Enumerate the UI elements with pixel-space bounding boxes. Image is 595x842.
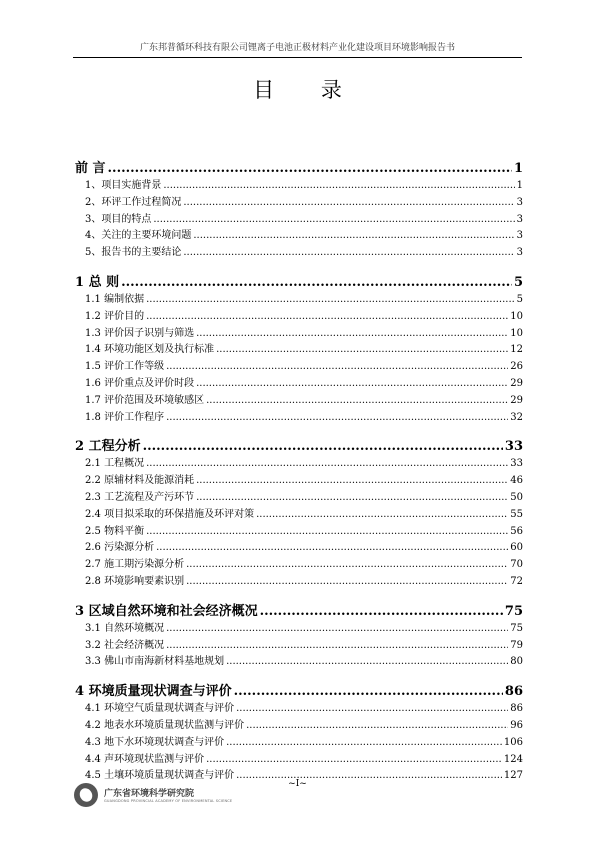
toc-entry-label: 3.2 社会经济概况 (85, 639, 165, 651)
page-number: ~I~ (288, 779, 307, 789)
page-title: 目 录 (253, 78, 362, 102)
toc-leader-dots (206, 393, 508, 410)
toc-leader-dots (183, 245, 514, 262)
toc-section-entry[interactable] (75, 752, 523, 769)
toc-entry-page: 12 (510, 344, 523, 356)
toc-entry-page: 56 (510, 525, 523, 537)
logo-name: 广东省环境科学研究院 (104, 789, 195, 799)
toc-section-entry[interactable] (75, 473, 523, 490)
toc-entry-page: 5 (513, 274, 523, 290)
toc-entry-label: 4.1 环境空气质量现状调查与评价 (85, 703, 235, 715)
toc-entry-label: 3.3 佛山市南海新材料基地规划 (85, 656, 225, 668)
toc-chapter-entry[interactable] (75, 274, 523, 292)
toc-entry-page: 72 (510, 575, 523, 587)
toc-entry-page: 127 (503, 770, 523, 782)
toc-leader-dots (246, 718, 508, 735)
toc-leader-dots (193, 228, 514, 245)
toc-entry-page: 3 (516, 230, 523, 242)
toc-section-entry[interactable] (75, 490, 523, 507)
toc-entry-page: 33 (504, 439, 523, 455)
toc-entry-label: 4、关注的主要环境问题 (85, 230, 192, 242)
toc-entry-page: 106 (503, 736, 523, 748)
toc-entry-page: 33 (510, 458, 523, 470)
toc-entry-label: 3 区域自然环境和社会经济概况 (75, 603, 258, 619)
toc-entry-page: 3 (516, 213, 523, 225)
toc-entry-label: 1、项目实施背景 (85, 180, 162, 191)
toc-leader-dots (156, 540, 508, 557)
toc-section-entry[interactable] (75, 621, 523, 638)
toc-entry-page: 10 (510, 327, 523, 339)
toc-leader-dots (226, 654, 508, 671)
toc-chapter-entry[interactable] (75, 603, 523, 621)
toc-section-entry[interactable] (75, 228, 523, 245)
toc-entry-page: 124 (503, 753, 523, 765)
institute-logo (74, 783, 234, 811)
toc-leader-dots (186, 557, 508, 574)
toc-leader-dots (256, 507, 508, 524)
toc-section-entry[interactable] (75, 638, 523, 655)
toc-entry-label: 5、报告书的主要结论 (85, 247, 182, 259)
toc-entry-label: 2.1 工程概况 (85, 458, 145, 470)
toc-section-entry[interactable] (75, 195, 523, 212)
toc-entry-page: 26 (510, 361, 523, 373)
toc-section-entry[interactable] (75, 393, 523, 410)
toc-leader-dots (163, 178, 514, 195)
toc-entry-label: 1.1 编制依据 (85, 293, 145, 305)
toc-entry-label: 1.4 环境功能区划及执行标准 (85, 344, 215, 356)
toc-section-entry[interactable] (75, 524, 523, 541)
toc-section-entry[interactable] (75, 309, 523, 326)
toc-leader-dots (183, 195, 514, 212)
toc-entry-label: 前 言 (75, 161, 106, 176)
toc-entry-label: 2.5 物料平衡 (85, 525, 145, 537)
toc-leader-dots (108, 160, 512, 178)
toc-entry-label: 4 环境质量现状调查与评价 (75, 684, 232, 700)
toc-chapter-entry[interactable] (75, 683, 523, 701)
toc-entry-label: 1.3 评价因子识别与筛选 (85, 327, 195, 339)
toc-entry-label: 2.4 项目拟采取的环保措施及环评对策 (85, 508, 255, 520)
toc-leader-dots (226, 735, 502, 752)
toc-section-entry[interactable] (75, 410, 523, 427)
toc-entry-page: 5 (516, 293, 523, 305)
toc-entry-label: 1.7 评价范围及环境敏感区 (85, 394, 205, 406)
toc-leader-dots (260, 603, 503, 621)
toc-leader-dots (216, 342, 508, 359)
toc-entry-page: 29 (510, 377, 523, 389)
toc-entry-page: 1 (516, 180, 523, 191)
toc-leader-dots (146, 292, 515, 309)
toc-leader-dots (166, 359, 508, 376)
toc-entry-label: 4.2 地表水环境质量现状监测与评价 (85, 719, 245, 731)
toc-section-entry[interactable] (75, 292, 523, 309)
toc-entry-page: 75 (510, 622, 523, 634)
toc-section-entry[interactable] (75, 557, 523, 574)
toc-entry-page: 50 (510, 491, 523, 503)
toc-entry-label: 1.6 评价重点及评价时段 (85, 377, 195, 389)
toc-entry-page: 60 (510, 542, 523, 554)
toc-chapter-entry[interactable] (75, 438, 523, 456)
toc-entry-label: 4.5 土壤环境质量现状调查与评价 (85, 770, 235, 782)
toc-section-entry[interactable] (75, 178, 523, 195)
toc-section-entry[interactable] (75, 342, 523, 359)
toc-entry-label: 1.5 评价工作等级 (85, 361, 165, 373)
toc-leader-dots (196, 326, 508, 343)
toc-entry-page: 75 (504, 603, 523, 619)
toc-entry-page: 80 (510, 656, 523, 668)
toc-leader-dots (196, 490, 508, 507)
table-of-contents (75, 154, 523, 785)
toc-entry-label: 2 工程分析 (75, 439, 141, 455)
toc-leader-dots (166, 410, 508, 427)
toc-entry-label: 2、环评工作过程简况 (85, 196, 182, 208)
toc-section-entry[interactable] (75, 701, 523, 718)
toc-entry-label: 2.7 施工期污染源分析 (85, 559, 185, 571)
toc-entry-label: 4.3 地下水环境现状调查与评价 (85, 736, 225, 748)
toc-leader-dots (146, 456, 508, 473)
toc-leader-dots (206, 752, 502, 769)
toc-section-entry[interactable] (75, 456, 523, 473)
toc-leader-dots (166, 638, 508, 655)
toc-leader-dots (186, 574, 508, 591)
toc-section-entry[interactable] (75, 507, 523, 524)
toc-entry-page: 70 (510, 559, 523, 571)
toc-entry-page: 29 (510, 394, 523, 406)
toc-leader-dots (236, 701, 508, 718)
logo-emblem-icon (74, 783, 98, 807)
toc-section-entry[interactable] (75, 212, 523, 229)
toc-section-entry[interactable] (75, 735, 523, 752)
toc-entry-page: 79 (510, 639, 523, 651)
toc-section-entry[interactable] (75, 574, 523, 591)
toc-entry-label: 1.8 评价工作程序 (85, 411, 165, 423)
toc-entry-page: 55 (510, 508, 523, 520)
toc-leader-dots (146, 309, 508, 326)
toc-leader-dots (196, 473, 508, 490)
toc-entry-label: 2.2 原辅材料及能源消耗 (85, 475, 195, 487)
toc-entry-page: 86 (504, 684, 523, 700)
toc-leader-dots (146, 524, 508, 541)
toc-section-entry[interactable] (75, 654, 523, 671)
toc-entry-page: 96 (510, 719, 523, 731)
toc-entry-label: 2.6 污染源分析 (85, 542, 155, 554)
toc-entry-page: 3 (516, 247, 523, 259)
toc-leader-dots (153, 212, 514, 229)
toc-entry-label: 2.8 环境影响要素识别 (85, 575, 185, 587)
toc-entry-page: 86 (510, 703, 523, 715)
toc-leader-dots (196, 376, 508, 393)
toc-leader-dots (143, 438, 503, 456)
toc-leader-dots (234, 683, 503, 701)
toc-section-entry[interactable] (75, 718, 523, 735)
toc-entry-label: 3、项目的特点 (85, 213, 152, 225)
toc-entry-page: 1 (513, 161, 523, 176)
toc-entry-label: 3.1 自然环境概况 (85, 622, 165, 634)
toc-entry-label: 2.3 工艺流程及产污环节 (85, 491, 195, 503)
toc-entry-label: 1 总 则 (75, 274, 120, 290)
toc-entry-page: 32 (510, 411, 523, 423)
running-header: 广东邦普循环科技有限公司锂离子电池正极材料产业化建设项目环境影响报告书 (73, 40, 522, 58)
toc-section-entry[interactable] (75, 326, 523, 343)
toc-section-entry[interactable] (75, 376, 523, 393)
toc-entry-label: 1.2 评价目的 (85, 310, 145, 322)
toc-entry-page: 46 (510, 475, 523, 487)
logo-subtitle: GUANGDONG PROVINCIAL ACADEMY OF ENVIRONMENTAL SCIENCE (104, 799, 233, 803)
toc-chapter-entry[interactable] (75, 160, 523, 178)
toc-entry-label: 4.4 声环境现状监测与评价 (85, 753, 205, 765)
toc-entry-page: 3 (516, 196, 523, 208)
toc-section-entry[interactable] (75, 245, 523, 262)
toc-section-entry[interactable] (75, 540, 523, 557)
toc-leader-dots (121, 274, 512, 292)
toc-entry-page: 10 (510, 310, 523, 322)
toc-section-entry[interactable] (75, 359, 523, 376)
toc-leader-dots (166, 621, 508, 638)
